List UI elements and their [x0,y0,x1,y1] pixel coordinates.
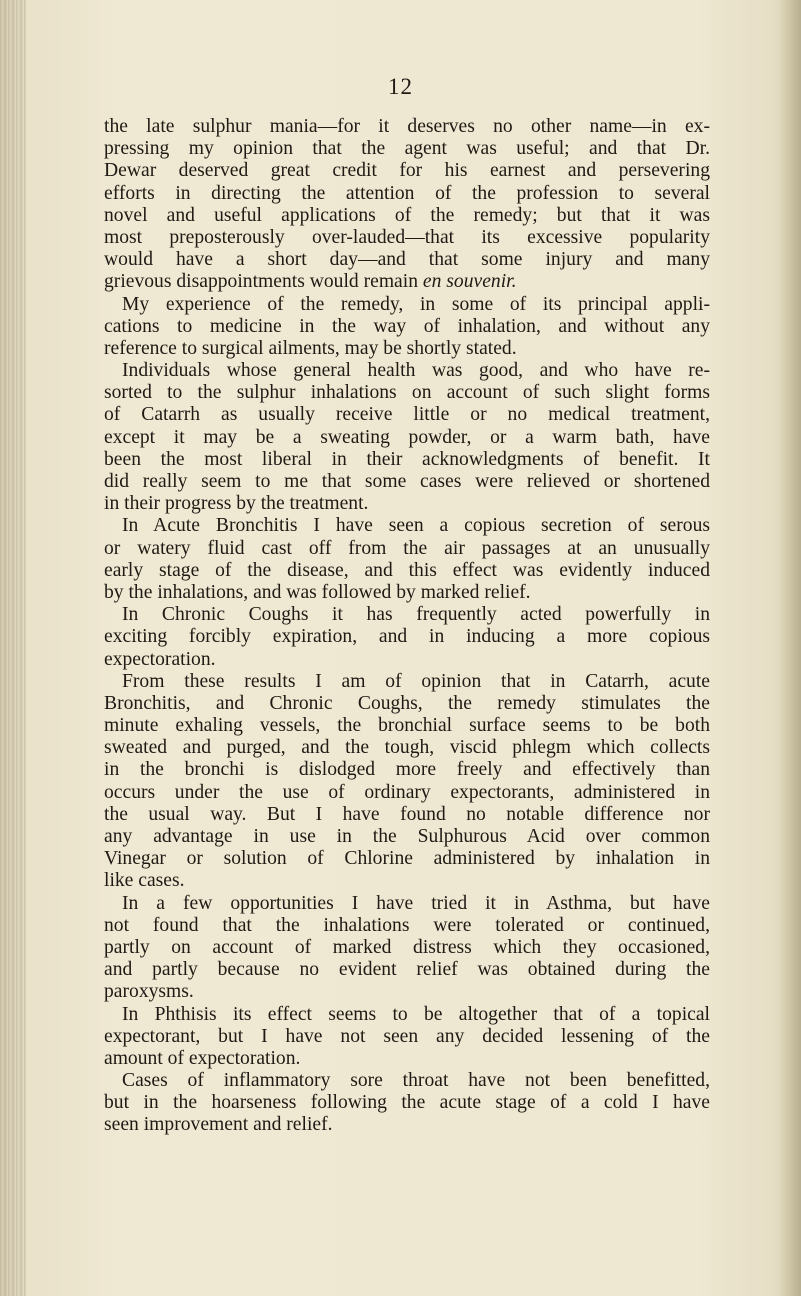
text-line: like cases. [104,870,185,892]
text-line: the late sulphur mania—for it deserves no other name—in ex- [104,116,710,137]
text-line: exciting forcibly expiration, and in inducing a more copious [104,626,710,648]
page-number: 12 [388,74,413,99]
text-line: novel and useful applications of the remedy; but that it was [104,204,710,226]
text-line: efforts in directing the attention of the profession to several [104,182,710,204]
text-line: sorted to the sulphur inhalations on account of such slight forms [104,382,710,404]
text-line: most preposterously over-lauded—that its excessive popularity [104,226,710,248]
text-line: pressing my opinion that the agent was useful; and that Dr. [104,138,710,160]
text-line: would have a short day—and that some injury and many [104,249,710,271]
text-line: except it may be a sweating powder, or a warm bath, have [104,426,710,448]
text-line: minute exhaling vessels, the bronchial surface seems to be both [104,715,710,737]
text-line: early stage of the disease, and this effect was evidently induced [104,559,710,581]
text-line: Cases of inflammatory sore throat have not been benefitted, [122,1070,710,1092]
text-line: amount of expectoration. [104,1047,301,1069]
text-line: sweated and purged, and the tough, viscid phlegm which collects [104,737,710,759]
text-line: From these results I am of opinion that in Catarrh, acute [122,670,710,692]
text-line: the usual way. But I have found no notable difference nor [104,803,710,825]
text-line: did really seem to me that some cases were relieved or shortened [104,471,710,492]
text-line: in the bronchi is dislodged more freely and effectively than [104,759,710,781]
text-line: occurs under the use of ordinary expectorants, administered in [104,781,710,803]
text-line: Dewar deserved great credit for his earnest and persevering [104,160,710,182]
text-line: or watery fluid cast off from the air passages at an unusually [104,537,710,559]
text-line: seen improvement and relief. [104,1114,333,1136]
text-line: Vinegar or solution of Chlorine administered by inhalation in [104,848,710,870]
text-line: partly on account of marked distress which they occasioned, [104,936,710,958]
text-line: reference to surgical ailments, may be shortly stated. [104,337,517,359]
text-line: In Acute Bronchitis I have seen a copious secretion of serous [122,515,710,537]
text-line: but in the hoarseness following the acute stage of a cold I have [104,1092,710,1114]
text-line: My experience of the remedy, in some of its principal appli- [122,293,710,315]
body-text [104,116,710,1137]
text-line: of Catarrh as usually receive little or no medical treatment, [104,404,710,426]
italic-phrase: en souvenir. [422,271,517,293]
text-line: Individuals whose general health was good, and who have re- [122,360,710,382]
text-line: In Chronic Coughs it has frequently acted powerfully in [122,604,710,626]
text-line: expectoration. [104,648,216,670]
text-line: Bronchitis, and Chronic Coughs, the remedy stimulates the [104,692,710,714]
page-edge-shadow [779,0,801,1296]
page-spine-shadow [0,0,26,1296]
text-line: In a few opportunities I have tried it in Asthma, but have [122,892,710,914]
text-line: paroxysms. [104,981,194,1003]
text-line: In Phthisis its effect seems to be altogether that of a topical [122,1003,710,1025]
text-line: in their progress by the treatment. [104,493,369,515]
text-line: cations to medicine in the way of inhalation, and without any [104,315,710,337]
text-line: been the most liberal in their acknowledgments of benefit. It [104,448,710,470]
text-line: not found that the inhalations were tolerated or continued, [104,914,710,936]
text-line: any advantage in use in the Sulphurous Acid over common [104,826,710,847]
text-line: expectorant, but I have not seen any decided lessening of the [104,1025,710,1047]
text-line: by the inhalations, and was followed by marked relief. [104,581,531,603]
text-line: grievous disappointments would remain en souvenir. [104,271,517,293]
text-line: and partly because no evident relief was obtained during the [104,959,710,981]
